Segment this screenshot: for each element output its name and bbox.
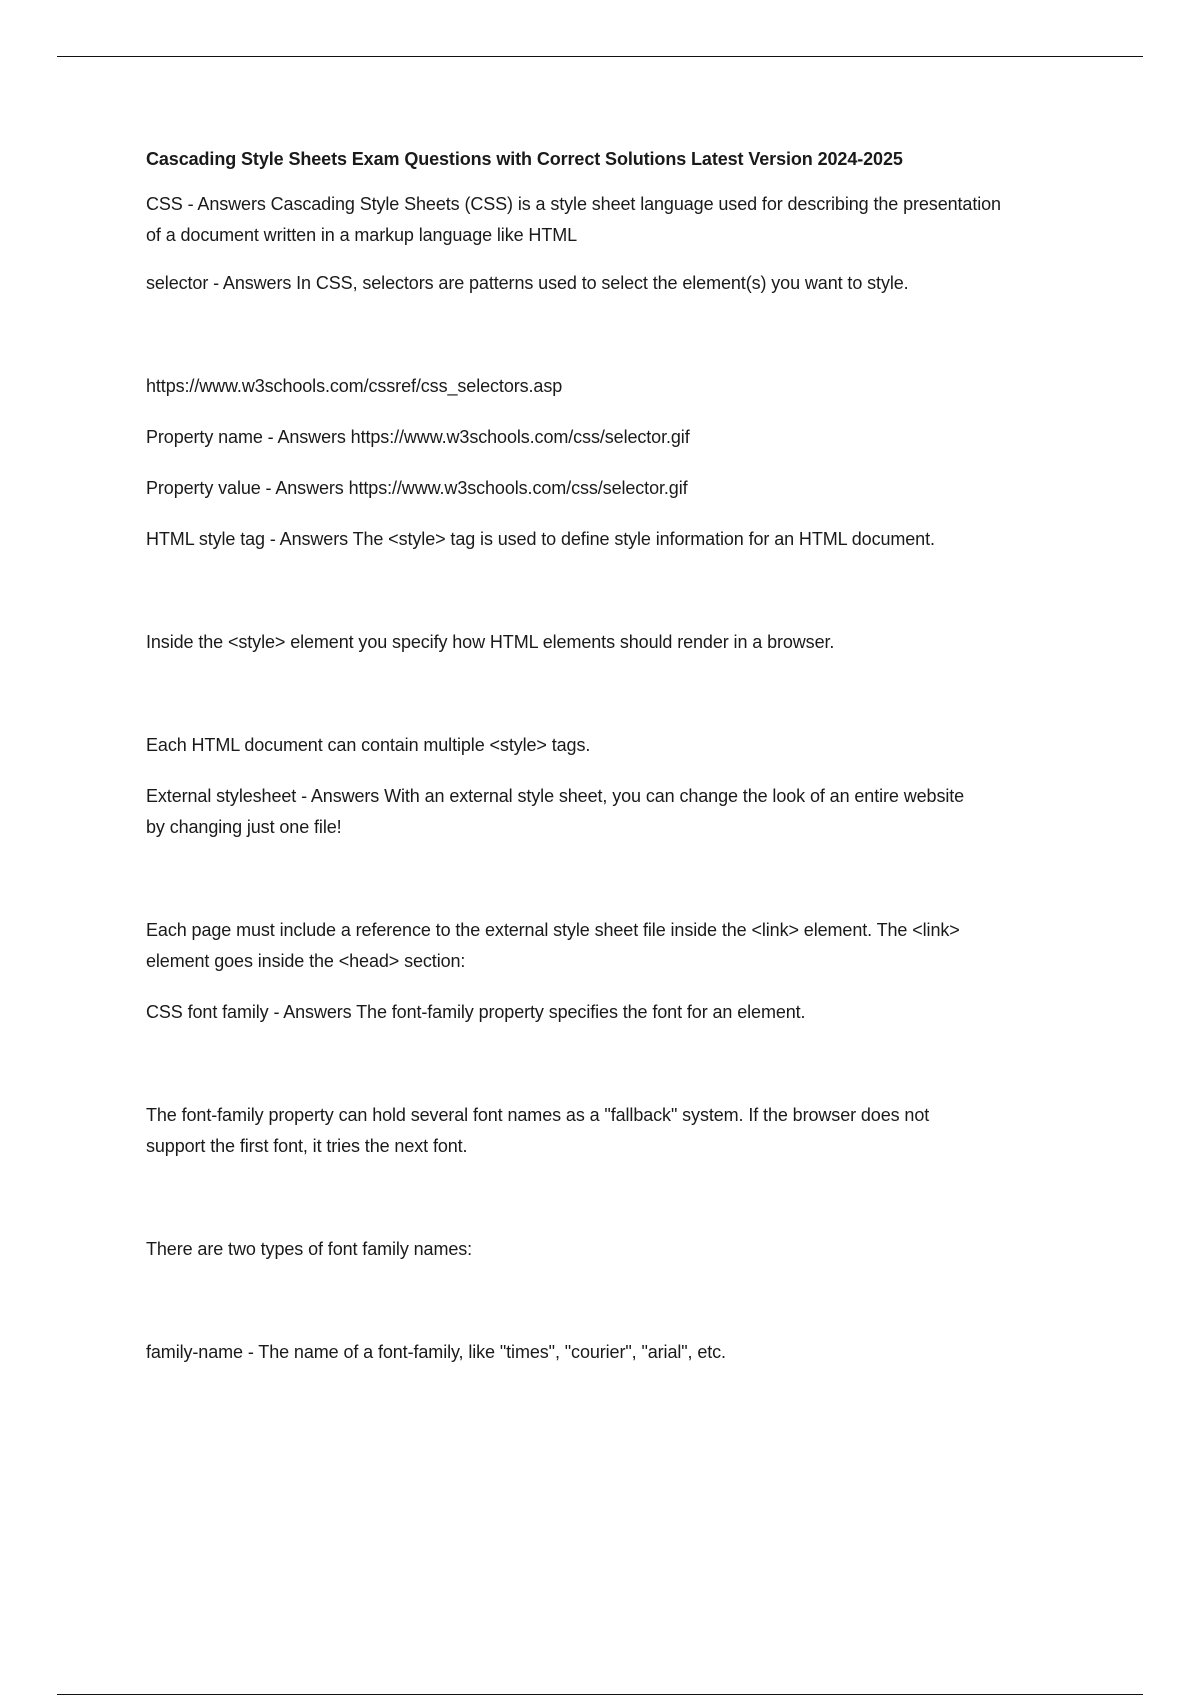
paragraph-property-name: Property name - Answers https://www.w3schools.com/css/selector.gif (146, 427, 690, 447)
paragraph-font-family: CSS font family - Answers The font-family property specifies the font for an element. (146, 1002, 806, 1022)
paragraph-style-element: Inside the <style> element you specify how HTML elements should render in a browser. (146, 632, 835, 652)
paragraph-external-stylesheet: External stylesheet - Answers With an external style sheet, you can change the look of an entire website by changing just one file! (146, 786, 965, 837)
paragraph-link-element: Each page must include a reference to the external style sheet file inside the <link> element. The <link> element goes inside the <head> section: (146, 920, 960, 971)
paragraph-css: CSS - Answers Cascading Style Sheets (CSS) is a style sheet language used for describing the presentation of a document written in a markup language like HTML (146, 194, 1001, 245)
paragraph-style-tag: HTML style tag - Answers The <style> tag is used to define style information for an HTML document. (146, 529, 935, 549)
document-title: Cascading Style Sheets Exam Questions with Correct Solutions Latest Version 2024-2025 (146, 149, 903, 169)
paragraph-family-name: family-name - The name of a font-family, like "times", "courier", "arial", etc. (146, 1342, 726, 1362)
paragraph-selectors-link[interactable]: https://www.w3schools.com/cssref/css_selectors.asp (146, 376, 563, 396)
paragraph-fallback: The font-family property can hold several font names as a "fallback" system. If the browser does not support the first font, it tries the next font. (146, 1105, 930, 1156)
document-body (146, 146, 1096, 1368)
top-rule (57, 56, 1143, 57)
paragraph-multiple-style: Each HTML document can contain multiple <style> tags. (146, 735, 591, 755)
paragraph-property-value: Property value - Answers https://www.w3schools.com/css/selector.gif (146, 478, 688, 498)
paragraph-font-types: There are two types of font family names: (146, 1239, 473, 1259)
bottom-rule (57, 1694, 1143, 1695)
paragraph-selector: selector - Answers In CSS, selectors are patterns used to select the element(s) you want to style. (146, 273, 909, 293)
